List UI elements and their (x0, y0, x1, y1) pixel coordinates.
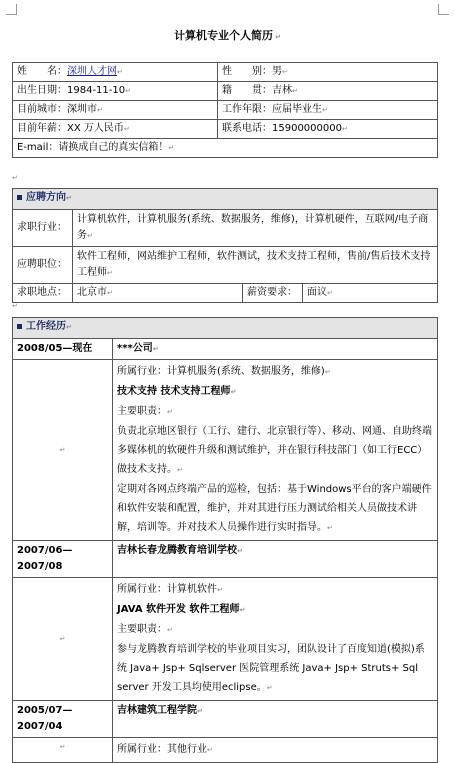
job-duty: 负责北京地区银行（工行、建行、北京银行等）、移动、网通、自助终端多媒体机的软硬件升级和测试维护，并在银行科技部门（如工行ECC）做技术支持。↵ (117, 426, 432, 475)
spacer-cell: ↵ (13, 360, 113, 541)
job-industry: 所属行业：其他行业↵ (117, 744, 213, 755)
spacer-cell: ↵ (13, 578, 113, 701)
job-role: JAVA 软件开发 软件工程师↵ (117, 604, 246, 615)
phone-cell: 联系电话：15900000000↵ (218, 120, 438, 139)
salary-req-label: 薪资要求： (243, 284, 303, 303)
table-row (13, 101, 438, 120)
table-row (13, 63, 438, 82)
page-title: 计算机专业个人简历 ↵ (174, 29, 281, 42)
name-cell: 姓 名：深圳人才网↵ (13, 63, 218, 82)
location-label: 求职地点： (13, 284, 73, 303)
table-row (13, 738, 438, 763)
position-label: 应聘职位： (13, 247, 73, 284)
paragraph-mark: ↵ (12, 302, 18, 310)
experience-cell: 工作年限：应届毕业生↵ (218, 101, 438, 120)
city-cell: 目前城市：深圳市↵ (13, 101, 218, 120)
square-bullet-icon (17, 324, 22, 329)
job-details (113, 578, 438, 701)
job-details (113, 738, 438, 763)
job-period: 2005/07—2007/04 (13, 701, 113, 738)
job-period: 2007/06—2007/08 (13, 541, 113, 578)
section-header-work: 工作经历↵ (13, 318, 438, 339)
job-industry: 所属行业：计算机软件↵ (117, 584, 223, 595)
table-row (13, 578, 438, 701)
work-experience-table (12, 317, 438, 763)
table-row (13, 82, 438, 101)
table-row (13, 339, 438, 360)
paragraph-mark: ↵ (12, 174, 18, 182)
table-row (13, 701, 438, 738)
table-row (13, 541, 438, 578)
job-duties-label: 主要职责：↵ (117, 624, 173, 635)
table-row (13, 284, 438, 303)
native-cell: 籍 贯：吉林↵ (218, 82, 438, 101)
square-bullet-icon (17, 195, 22, 200)
job-duties-label: 主要职责：↵ (117, 406, 173, 417)
application-table (12, 188, 438, 303)
industry-label: 求职行业： (13, 210, 73, 247)
salary-req-value: 面议↵ (303, 284, 438, 303)
table-row (13, 247, 438, 284)
email-cell: E-mail：请换成自己的真实信箱！↵ (13, 139, 438, 158)
job-company: 吉林长春龙腾教育培训学校↵ (113, 541, 438, 578)
table-row (13, 139, 438, 158)
location-value: 北京市↵ (73, 284, 243, 303)
position-value: 软件工程师，网站维护工程师，软件测试，技术支持工程师，售前/售后技术支持工程师↵ (73, 247, 438, 284)
job-company: ***公司↵ (113, 339, 438, 360)
basic-info-table (12, 62, 438, 158)
job-role: 技术支持 技术支持工程师↵ (117, 386, 237, 397)
job-details (113, 360, 438, 541)
job-company: 吉林建筑工程学院↵ (113, 701, 438, 738)
salary-cell: 目前年薪：XX 万人民币↵ (13, 120, 218, 139)
spacer-cell: ↵ (13, 738, 113, 763)
birth-cell: 出生日期：1984-11-10↵ (13, 82, 218, 101)
table-row (13, 120, 438, 139)
job-period: 2008/05—现在 (13, 339, 113, 360)
table-row (13, 360, 438, 541)
gender-cell: 性 别：男↵ (218, 63, 438, 82)
industry-value: 计算机软件，计算机服务(系统、数据服务，维修)，计算机硬件，互联网/电子商务↵ (73, 210, 438, 247)
name-link[interactable]: 深圳人才网 (67, 66, 117, 77)
table-row (13, 210, 438, 247)
crop-mark-top-left (6, 4, 17, 15)
job-duty: 定期对各网点终端产品的巡检，包括：基于Windows平台的客户端硬件和软件安装和配置，维护，并对其进行压力测试给相关人员做技术讲解，培训等。并对技术人员操作进行实时指导。↵ (117, 484, 432, 533)
job-duty: 参与龙腾教育培训学校的毕业项目实习，团队设计了百度知道(模拟)系统 Java+ Jsp+ Sqlserver 医院管理系统 Java+ Jsp+ Struts+ Sql server 开发工具均使用eclipse。↵ (117, 644, 425, 693)
section-header-application: 应聘方向↵ (13, 189, 438, 210)
job-industry: 所属行业：计算机服务(系统、数据服务，维修)↵ (117, 366, 331, 377)
crop-mark-top-right (438, 4, 449, 15)
